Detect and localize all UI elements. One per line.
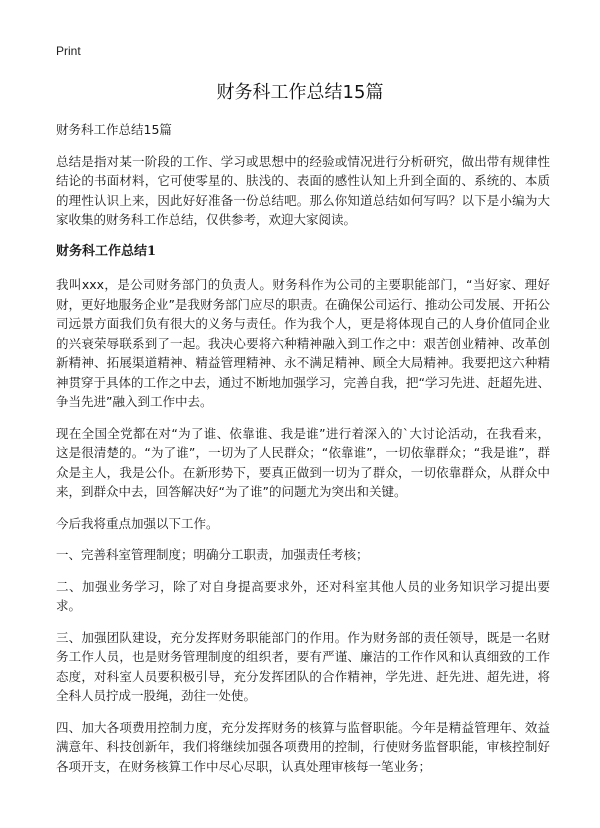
body-paragraph: 四、加大各项费用控制力度，充分发挥财务的核算与监督职能。今年是精益管理年、效益满意年、科技创新年，我们将继续加强各项费用的控制，行使财务监督职能，审核控制好各项开支，在财务核算工作中尽心尽职，认真处理审核每一笔业务；	[56, 719, 550, 774]
body-paragraph: 现在全国全党都在对“为了谁、依靠谁、我是谁”进行着深入的`大讨论活动，在我看来，这是很清楚的。“为了谁”，一切为了人民群众；“依靠谁”，一切依靠群众；“我是谁”，群众是主人，我是公仆。在新形势下，要真正做到一切为了群众，一切依靠群众，从群众中来，到群众中去，回答解决好“为了谁”的问题尤为突出和关键。	[56, 425, 550, 499]
document-body	[56, 120, 550, 788]
page-title: 财务科工作总结15篇	[216, 82, 384, 103]
print-link[interactable]: Print	[56, 44, 81, 58]
body-paragraph: 今后我将重点加强以下工作。	[56, 515, 219, 531]
body-paragraph: 我叫xxx，是公司财务部门的负责人。财务科作为公司的主要职能部门，“当好家、理好财，更好地服务企业”是我财务部门应尽的职责。在确保公司运行、推动公司发展、开拓公司远景方面我们负有很大的义务与责任。作为我个人，更是将体现自己的人身价值同企业的兴衰荣辱联系到了一起。我决心要将六种精神融入到工作之中：艰苦创业精神、改革创新精神、拓展渠道精神、精益管理精神、永不满足精神、顾全大局精神。我要把这六种精神贯穿于具体的工作之中去，通过不断地加强学习，完善自我，把“学习先进、赶超先进、争当先进”融入到工作中去。	[56, 277, 550, 409]
document-subtitle: 财务科工作总结15篇	[56, 122, 172, 137]
intro-paragraph: 总结是指对某一阶段的工作、学习或思想中的经验或情况进行分析研究，做出带有规律性结论的书面材料，它可使零星的、肤浅的、表面的感性认知上升到全面的、系统的、本质的理性认识上来，因此好好准备一份总结吧。那么你知道总结如何写吗？以下是小编为大家收集的财务科工作总结，仅供参考，欢迎大家阅读。	[56, 153, 550, 227]
section-heading: 财务科工作总结1	[56, 243, 157, 259]
body-paragraph: 二、加强业务学习，除了对自身提高要求外，还对科室其他人员的业务知识学习提出要求。	[56, 578, 550, 613]
body-paragraph: 一、完善科室管理制度；明确分工职责，加强责任考核；	[56, 547, 369, 562]
body-paragraph: 三、加强团队建设，充分发挥财务职能部门的作用。作为财务部的责任领导，既是一名财务工作人员，也是财务管理制度的组织者，要有严谨、廉洁的工作作风和认真细致的工作态度，对科室人员要积极引导，充分发挥团队的合作精神，学先进、赶先进、超先进，将全科人员拧成一股绳，劲往一处使。	[56, 629, 550, 703]
